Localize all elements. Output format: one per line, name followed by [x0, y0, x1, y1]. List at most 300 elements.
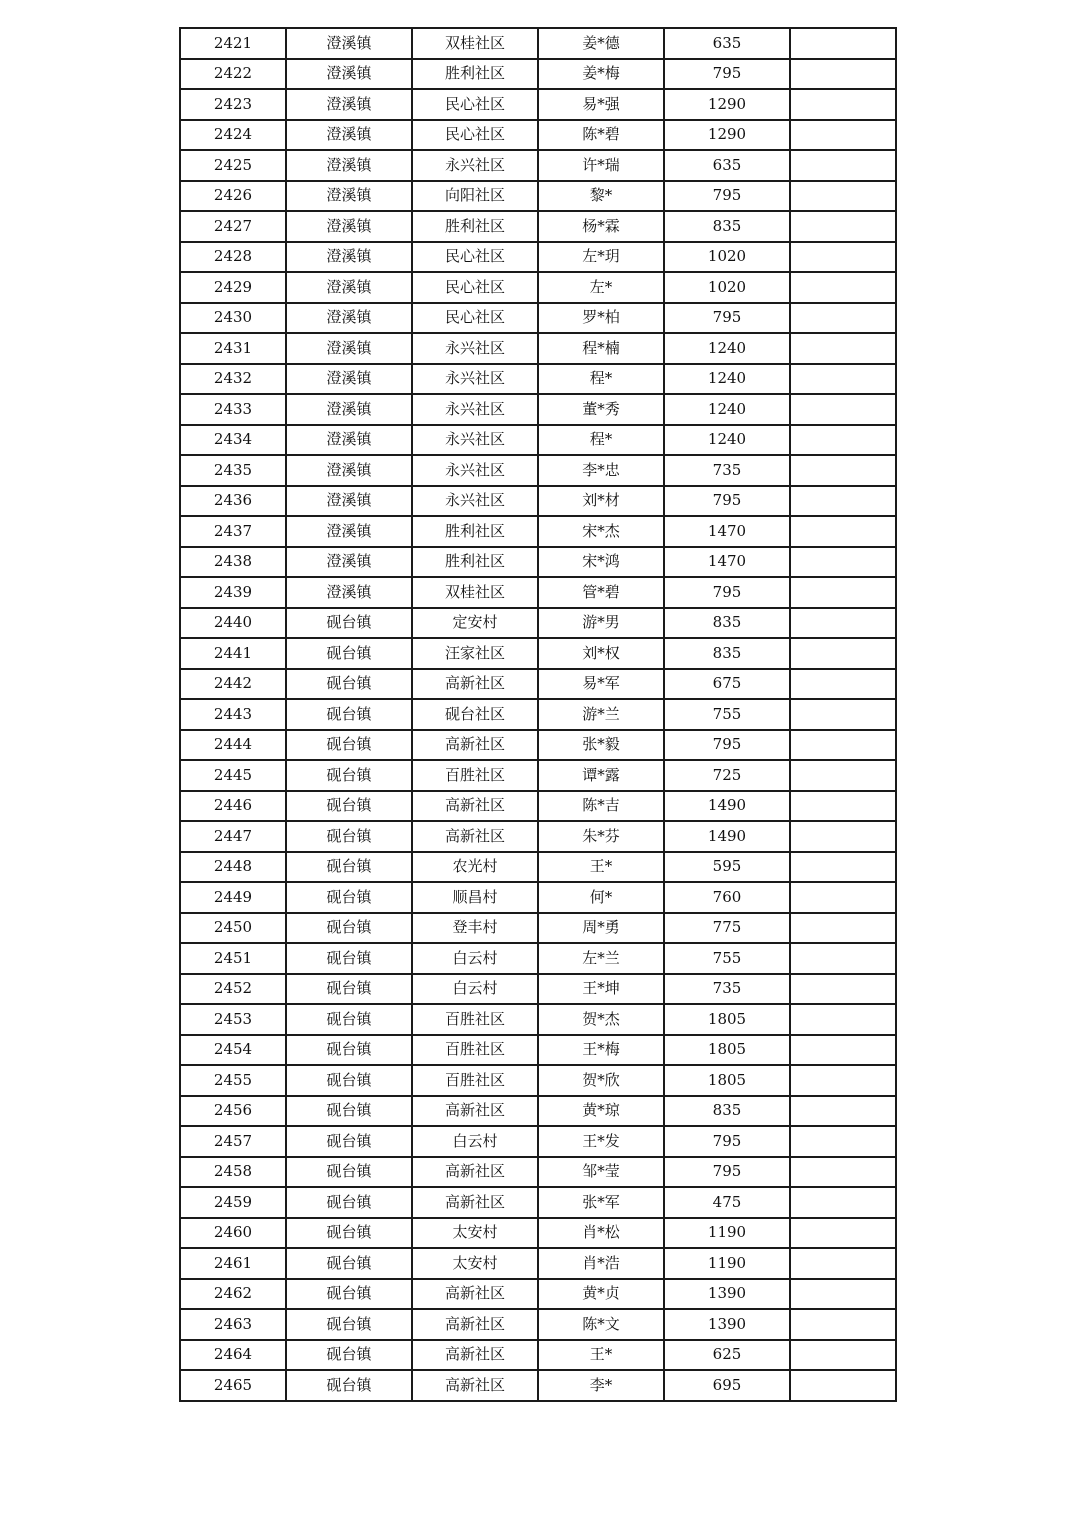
town-cell: 砚台镇 [286, 821, 412, 852]
amount-cell: 1190 [664, 1248, 790, 1279]
remark-cell [790, 1370, 896, 1401]
table-row [180, 669, 896, 700]
amount-cell: 795 [664, 1157, 790, 1188]
amount-cell: 475 [664, 1187, 790, 1218]
table-row [180, 150, 896, 181]
row-number-cell: 2448 [180, 852, 286, 883]
town-cell: 澄溪镇 [286, 303, 412, 334]
row-number-cell: 2434 [180, 425, 286, 456]
town-cell: 砚台镇 [286, 1004, 412, 1035]
row-number-cell: 2430 [180, 303, 286, 334]
town-cell: 砚台镇 [286, 852, 412, 883]
table-row [180, 1035, 896, 1066]
name-cell: 谭*露 [538, 760, 664, 791]
town-cell: 澄溪镇 [286, 272, 412, 303]
name-cell: 李* [538, 1370, 664, 1401]
table-row [180, 1279, 896, 1310]
town-cell: 砚台镇 [286, 1218, 412, 1249]
town-cell: 砚台镇 [286, 1309, 412, 1340]
row-number-cell: 2463 [180, 1309, 286, 1340]
town-cell: 砚台镇 [286, 1035, 412, 1066]
name-cell: 宋*鸿 [538, 547, 664, 578]
amount-cell: 595 [664, 852, 790, 883]
table-row [180, 120, 896, 151]
name-cell: 姜*德 [538, 28, 664, 59]
table-row [180, 1187, 896, 1218]
row-number-cell: 2427 [180, 211, 286, 242]
community-cell: 农光村 [412, 852, 538, 883]
community-cell: 高新社区 [412, 730, 538, 761]
name-cell: 张*毅 [538, 730, 664, 761]
name-cell: 肖*松 [538, 1218, 664, 1249]
name-cell: 李*忠 [538, 455, 664, 486]
name-cell: 程* [538, 425, 664, 456]
row-number-cell: 2451 [180, 943, 286, 974]
amount-cell: 1240 [664, 394, 790, 425]
table-row [180, 394, 896, 425]
town-cell: 澄溪镇 [286, 394, 412, 425]
row-number-cell: 2436 [180, 486, 286, 517]
row-number-cell: 2432 [180, 364, 286, 395]
community-cell: 民心社区 [412, 242, 538, 273]
remark-cell [790, 547, 896, 578]
community-cell: 高新社区 [412, 1370, 538, 1401]
amount-cell: 1240 [664, 364, 790, 395]
amount-cell: 1290 [664, 120, 790, 151]
community-cell: 汪家社区 [412, 638, 538, 669]
table-row [180, 974, 896, 1005]
table-row [180, 28, 896, 59]
name-cell: 刘*权 [538, 638, 664, 669]
table-row [180, 364, 896, 395]
name-cell: 罗*柏 [538, 303, 664, 334]
community-cell: 百胜社区 [412, 1035, 538, 1066]
name-cell: 何* [538, 882, 664, 913]
amount-cell: 1390 [664, 1279, 790, 1310]
remark-cell [790, 943, 896, 974]
community-cell: 永兴社区 [412, 455, 538, 486]
row-number-cell: 2423 [180, 89, 286, 120]
town-cell: 澄溪镇 [286, 547, 412, 578]
name-cell: 姜*梅 [538, 59, 664, 90]
town-cell: 澄溪镇 [286, 181, 412, 212]
community-cell: 永兴社区 [412, 333, 538, 364]
town-cell: 砚台镇 [286, 1248, 412, 1279]
community-cell: 高新社区 [412, 1309, 538, 1340]
row-number-cell: 2438 [180, 547, 286, 578]
amount-cell: 755 [664, 943, 790, 974]
community-cell: 定安村 [412, 608, 538, 639]
name-cell: 游*男 [538, 608, 664, 639]
town-cell: 砚台镇 [286, 699, 412, 730]
remark-cell [790, 577, 896, 608]
town-cell: 砚台镇 [286, 1096, 412, 1127]
community-cell: 高新社区 [412, 1187, 538, 1218]
table-row [180, 425, 896, 456]
amount-cell: 635 [664, 150, 790, 181]
name-cell: 肖*浩 [538, 1248, 664, 1279]
town-cell: 砚台镇 [286, 913, 412, 944]
community-cell: 胜利社区 [412, 211, 538, 242]
town-cell: 砚台镇 [286, 943, 412, 974]
name-cell: 陈*碧 [538, 120, 664, 151]
data-table [179, 27, 897, 1402]
table-body [180, 28, 896, 1401]
community-cell: 太安村 [412, 1218, 538, 1249]
community-cell: 顺昌村 [412, 882, 538, 913]
town-cell: 砚台镇 [286, 608, 412, 639]
name-cell: 朱*芬 [538, 821, 664, 852]
town-cell: 澄溪镇 [286, 150, 412, 181]
table-row [180, 852, 896, 883]
community-cell: 白云村 [412, 943, 538, 974]
name-cell: 许*瑞 [538, 150, 664, 181]
community-cell: 太安村 [412, 1248, 538, 1279]
community-cell: 民心社区 [412, 89, 538, 120]
amount-cell: 735 [664, 974, 790, 1005]
amount-cell: 1805 [664, 1035, 790, 1066]
remark-cell [790, 455, 896, 486]
remark-cell [790, 882, 896, 913]
community-cell: 胜利社区 [412, 59, 538, 90]
row-number-cell: 2440 [180, 608, 286, 639]
community-cell: 砚台社区 [412, 699, 538, 730]
amount-cell: 795 [664, 577, 790, 608]
community-cell: 永兴社区 [412, 394, 538, 425]
amount-cell: 795 [664, 730, 790, 761]
table-row [180, 333, 896, 364]
row-number-cell: 2441 [180, 638, 286, 669]
town-cell: 砚台镇 [286, 974, 412, 1005]
amount-cell: 795 [664, 1126, 790, 1157]
name-cell: 游*兰 [538, 699, 664, 730]
town-cell: 澄溪镇 [286, 486, 412, 517]
table-row [180, 1309, 896, 1340]
remark-cell [790, 333, 896, 364]
name-cell: 王*坤 [538, 974, 664, 1005]
table-row [180, 303, 896, 334]
row-number-cell: 2444 [180, 730, 286, 761]
name-cell: 贺*杰 [538, 1004, 664, 1035]
name-cell: 易*军 [538, 669, 664, 700]
name-cell: 左* [538, 272, 664, 303]
town-cell: 澄溪镇 [286, 120, 412, 151]
amount-cell: 1805 [664, 1065, 790, 1096]
amount-cell: 1020 [664, 242, 790, 273]
name-cell: 黄*琼 [538, 1096, 664, 1127]
name-cell: 杨*霖 [538, 211, 664, 242]
row-number-cell: 2456 [180, 1096, 286, 1127]
table-row [180, 821, 896, 852]
name-cell: 黎* [538, 181, 664, 212]
town-cell: 澄溪镇 [286, 455, 412, 486]
amount-cell: 735 [664, 455, 790, 486]
amount-cell: 760 [664, 882, 790, 913]
table-row [180, 882, 896, 913]
remark-cell [790, 1126, 896, 1157]
remark-cell [790, 516, 896, 547]
community-cell: 百胜社区 [412, 1004, 538, 1035]
community-cell: 高新社区 [412, 669, 538, 700]
table-row [180, 1126, 896, 1157]
row-number-cell: 2460 [180, 1218, 286, 1249]
town-cell: 砚台镇 [286, 638, 412, 669]
town-cell: 砚台镇 [286, 1065, 412, 1096]
town-cell: 砚台镇 [286, 1187, 412, 1218]
row-number-cell: 2429 [180, 272, 286, 303]
row-number-cell: 2449 [180, 882, 286, 913]
town-cell: 砚台镇 [286, 730, 412, 761]
row-number-cell: 2437 [180, 516, 286, 547]
amount-cell: 1240 [664, 425, 790, 456]
remark-cell [790, 486, 896, 517]
table-row [180, 699, 896, 730]
town-cell: 砚台镇 [286, 791, 412, 822]
row-number-cell: 2445 [180, 760, 286, 791]
remark-cell [790, 1279, 896, 1310]
table-row [180, 760, 896, 791]
remark-cell [790, 730, 896, 761]
amount-cell: 1470 [664, 516, 790, 547]
amount-cell: 1805 [664, 1004, 790, 1035]
remark-cell [790, 669, 896, 700]
town-cell: 砚台镇 [286, 882, 412, 913]
row-number-cell: 2421 [180, 28, 286, 59]
community-cell: 高新社区 [412, 791, 538, 822]
amount-cell: 1020 [664, 272, 790, 303]
row-number-cell: 2462 [180, 1279, 286, 1310]
amount-cell: 755 [664, 699, 790, 730]
table-row [180, 608, 896, 639]
table-row [180, 943, 896, 974]
community-cell: 白云村 [412, 974, 538, 1005]
remark-cell [790, 242, 896, 273]
remark-cell [790, 1187, 896, 1218]
community-cell: 登丰村 [412, 913, 538, 944]
row-number-cell: 2464 [180, 1340, 286, 1371]
name-cell: 周*勇 [538, 913, 664, 944]
table-row [180, 242, 896, 273]
community-cell: 双桂社区 [412, 577, 538, 608]
remark-cell [790, 1218, 896, 1249]
amount-cell: 835 [664, 608, 790, 639]
remark-cell [790, 791, 896, 822]
remark-cell [790, 913, 896, 944]
row-number-cell: 2443 [180, 699, 286, 730]
community-cell: 高新社区 [412, 1096, 538, 1127]
community-cell: 高新社区 [412, 1340, 538, 1371]
row-number-cell: 2454 [180, 1035, 286, 1066]
table-row [180, 1157, 896, 1188]
table-row [180, 1065, 896, 1096]
amount-cell: 1290 [664, 89, 790, 120]
table-row [180, 1096, 896, 1127]
table-row [180, 455, 896, 486]
amount-cell: 795 [664, 303, 790, 334]
name-cell: 王*发 [538, 1126, 664, 1157]
remark-cell [790, 364, 896, 395]
name-cell: 王* [538, 852, 664, 883]
amount-cell: 1190 [664, 1218, 790, 1249]
remark-cell [790, 59, 896, 90]
table-row [180, 1340, 896, 1371]
town-cell: 澄溪镇 [286, 364, 412, 395]
amount-cell: 795 [664, 59, 790, 90]
community-cell: 永兴社区 [412, 486, 538, 517]
table-row [180, 486, 896, 517]
table-row [180, 1370, 896, 1401]
table-row [180, 272, 896, 303]
name-cell: 刘*材 [538, 486, 664, 517]
amount-cell: 1470 [664, 547, 790, 578]
amount-cell: 1490 [664, 791, 790, 822]
community-cell: 胜利社区 [412, 516, 538, 547]
table-row [180, 791, 896, 822]
remark-cell [790, 1248, 896, 1279]
name-cell: 陈*文 [538, 1309, 664, 1340]
row-number-cell: 2439 [180, 577, 286, 608]
name-cell: 陈*吉 [538, 791, 664, 822]
row-number-cell: 2422 [180, 59, 286, 90]
town-cell: 澄溪镇 [286, 242, 412, 273]
row-number-cell: 2461 [180, 1248, 286, 1279]
remark-cell [790, 89, 896, 120]
town-cell: 澄溪镇 [286, 211, 412, 242]
remark-cell [790, 1004, 896, 1035]
community-cell: 永兴社区 [412, 150, 538, 181]
community-cell: 高新社区 [412, 1157, 538, 1188]
table-row [180, 547, 896, 578]
amount-cell: 775 [664, 913, 790, 944]
row-number-cell: 2457 [180, 1126, 286, 1157]
amount-cell: 1240 [664, 333, 790, 364]
community-cell: 双桂社区 [412, 28, 538, 59]
remark-cell [790, 608, 896, 639]
community-cell: 高新社区 [412, 1279, 538, 1310]
name-cell: 董*秀 [538, 394, 664, 425]
town-cell: 砚台镇 [286, 1340, 412, 1371]
remark-cell [790, 821, 896, 852]
remark-cell [790, 1157, 896, 1188]
community-cell: 永兴社区 [412, 364, 538, 395]
table-row [180, 1248, 896, 1279]
community-cell: 百胜社区 [412, 760, 538, 791]
remark-cell [790, 638, 896, 669]
table-row [180, 1218, 896, 1249]
row-number-cell: 2428 [180, 242, 286, 273]
row-number-cell: 2431 [180, 333, 286, 364]
community-cell: 民心社区 [412, 303, 538, 334]
table-row [180, 577, 896, 608]
amount-cell: 835 [664, 1096, 790, 1127]
remark-cell [790, 303, 896, 334]
name-cell: 程*楠 [538, 333, 664, 364]
amount-cell: 635 [664, 28, 790, 59]
community-cell: 民心社区 [412, 272, 538, 303]
remark-cell [790, 394, 896, 425]
town-cell: 澄溪镇 [286, 59, 412, 90]
amount-cell: 835 [664, 638, 790, 669]
row-number-cell: 2435 [180, 455, 286, 486]
town-cell: 澄溪镇 [286, 516, 412, 547]
remark-cell [790, 1096, 896, 1127]
name-cell: 王*梅 [538, 1035, 664, 1066]
name-cell: 王* [538, 1340, 664, 1371]
community-cell: 民心社区 [412, 120, 538, 151]
row-number-cell: 2447 [180, 821, 286, 852]
remark-cell [790, 974, 896, 1005]
table-row [180, 913, 896, 944]
community-cell: 高新社区 [412, 821, 538, 852]
amount-cell: 675 [664, 669, 790, 700]
amount-cell: 695 [664, 1370, 790, 1401]
amount-cell: 625 [664, 1340, 790, 1371]
amount-cell: 835 [664, 211, 790, 242]
remark-cell [790, 211, 896, 242]
table-row [180, 59, 896, 90]
name-cell: 左*玥 [538, 242, 664, 273]
community-cell: 胜利社区 [412, 547, 538, 578]
town-cell: 澄溪镇 [286, 89, 412, 120]
table-row [180, 638, 896, 669]
town-cell: 砚台镇 [286, 760, 412, 791]
row-number-cell: 2455 [180, 1065, 286, 1096]
row-number-cell: 2450 [180, 913, 286, 944]
row-number-cell: 2465 [180, 1370, 286, 1401]
row-number-cell: 2426 [180, 181, 286, 212]
remark-cell [790, 1309, 896, 1340]
amount-cell: 725 [664, 760, 790, 791]
row-number-cell: 2433 [180, 394, 286, 425]
name-cell: 左*兰 [538, 943, 664, 974]
name-cell: 贺*欣 [538, 1065, 664, 1096]
remark-cell [790, 120, 896, 151]
town-cell: 砚台镇 [286, 1370, 412, 1401]
remark-cell [790, 852, 896, 883]
row-number-cell: 2424 [180, 120, 286, 151]
row-number-cell: 2458 [180, 1157, 286, 1188]
row-number-cell: 2453 [180, 1004, 286, 1035]
remark-cell [790, 425, 896, 456]
town-cell: 砚台镇 [286, 669, 412, 700]
name-cell: 张*军 [538, 1187, 664, 1218]
community-cell: 百胜社区 [412, 1065, 538, 1096]
town-cell: 砚台镇 [286, 1126, 412, 1157]
row-number-cell: 2442 [180, 669, 286, 700]
remark-cell [790, 1065, 896, 1096]
town-cell: 澄溪镇 [286, 333, 412, 364]
remark-cell [790, 1035, 896, 1066]
community-cell: 向阳社区 [412, 181, 538, 212]
table-row [180, 89, 896, 120]
table-row [180, 1004, 896, 1035]
name-cell: 管*碧 [538, 577, 664, 608]
name-cell: 程* [538, 364, 664, 395]
amount-cell: 1390 [664, 1309, 790, 1340]
table-row [180, 516, 896, 547]
remark-cell [790, 28, 896, 59]
table-row [180, 181, 896, 212]
name-cell: 宋*杰 [538, 516, 664, 547]
community-cell: 白云村 [412, 1126, 538, 1157]
table-row [180, 730, 896, 761]
row-number-cell: 2446 [180, 791, 286, 822]
amount-cell: 795 [664, 486, 790, 517]
town-cell: 澄溪镇 [286, 577, 412, 608]
row-number-cell: 2452 [180, 974, 286, 1005]
row-number-cell: 2459 [180, 1187, 286, 1218]
name-cell: 黄*贞 [538, 1279, 664, 1310]
